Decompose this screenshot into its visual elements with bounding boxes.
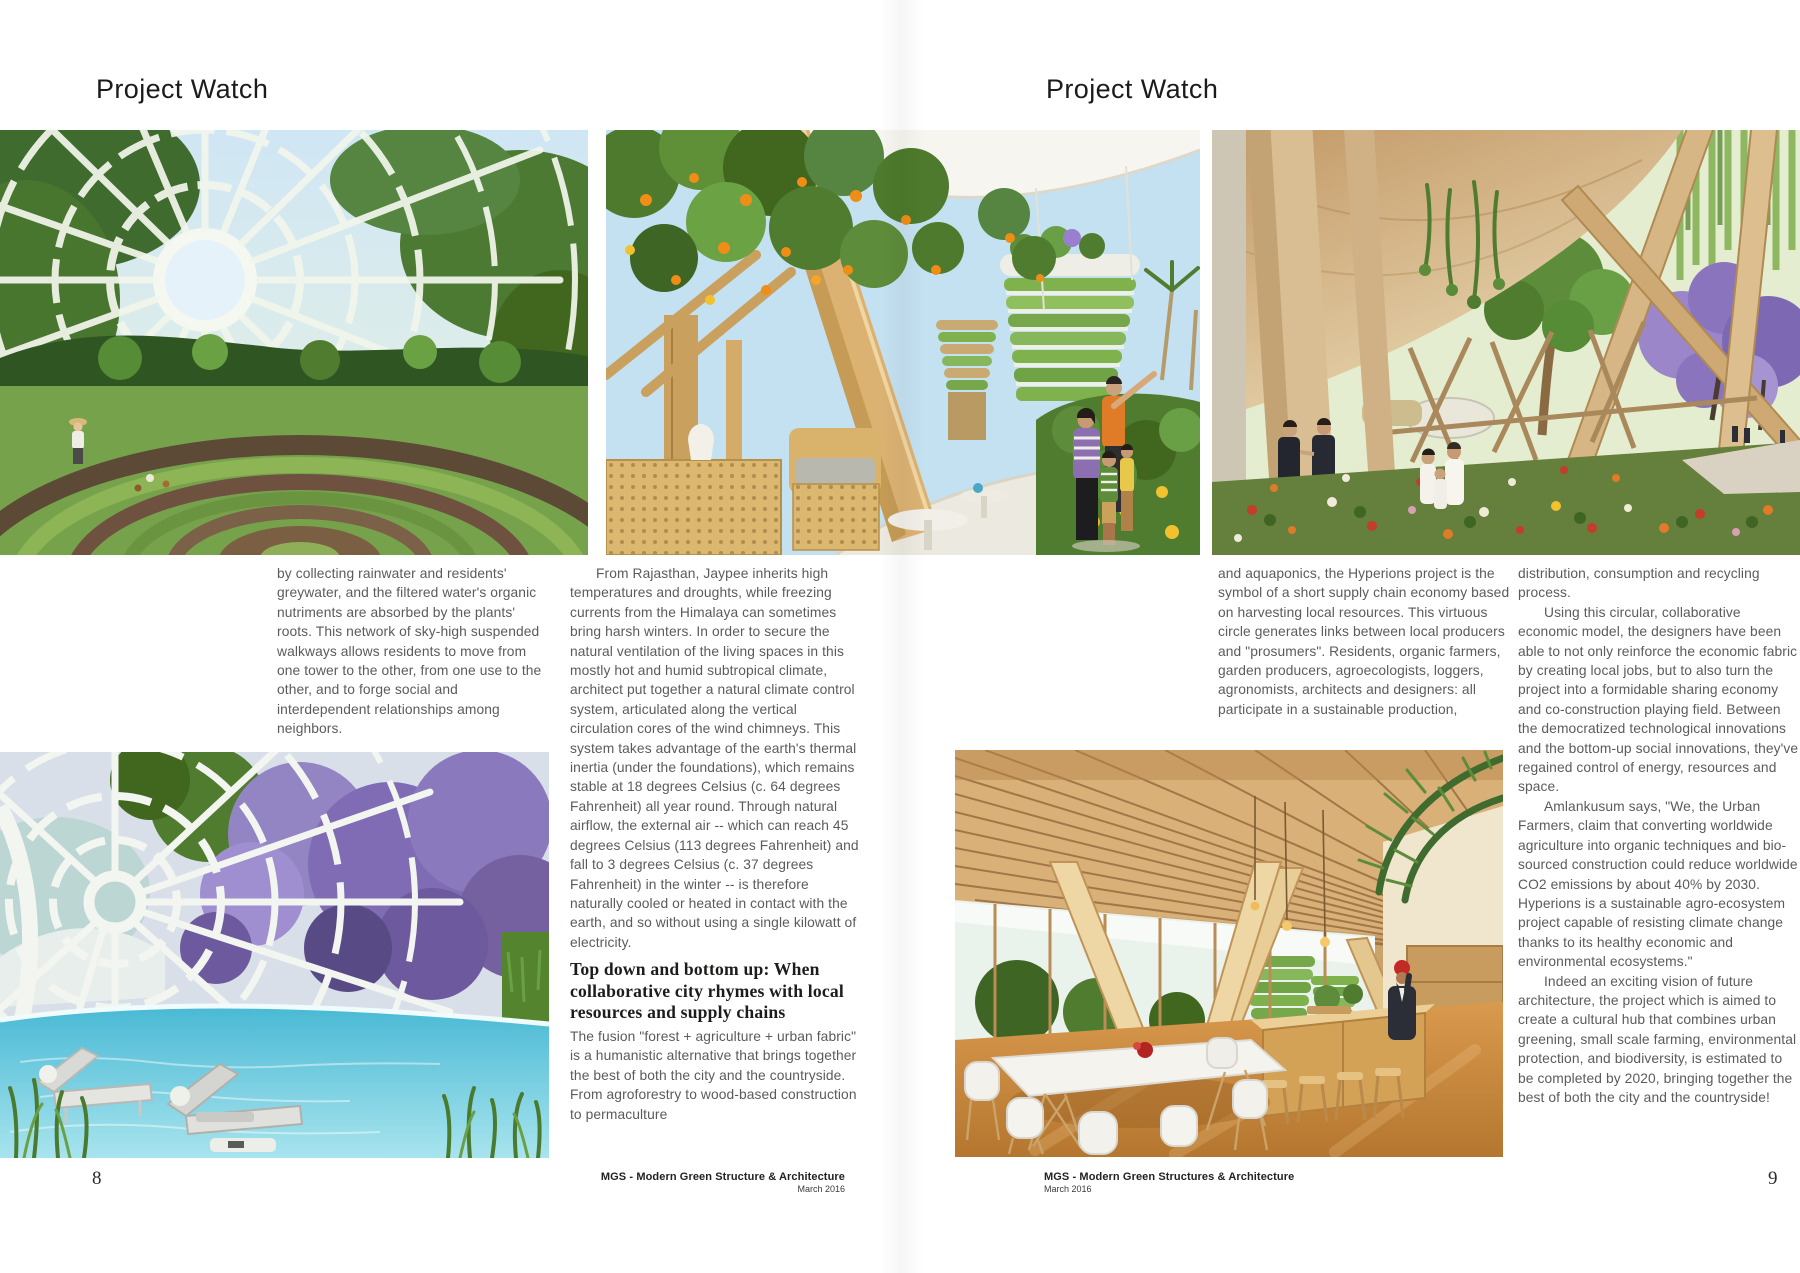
right-page-number: 9 xyxy=(1768,1168,1778,1189)
left-footer xyxy=(545,1171,845,1194)
left-footer-date: March 2016 xyxy=(797,1184,845,1194)
right-col1-paragraph: and aquaponics, the Hyperions project is the symbol of a short supply chain economy based on harvesting local resources. This virtuous circle generates links between local producers and "prosumers". Residents, organic farmers, garden producers, agroecologists, loggers, agronomists, architects and designers: all participate in a sustainable production, xyxy=(1218,566,1510,717)
left-page-number: 8 xyxy=(92,1168,102,1189)
right-footer-title: MGS - Modern Green Structures & Architecture xyxy=(1044,1171,1295,1183)
right-page-title: Project Watch xyxy=(1046,74,1219,104)
balcony-orchard-illustration xyxy=(606,130,1200,555)
wood-interior-illustration xyxy=(955,750,1503,1157)
left-col2-paragraph-2: The fusion "forest + agriculture + urban fabric" is a humanistic alternative that brings together the best of both the city and the countryside. From agroforestry to wood-based construction to permaculture xyxy=(570,1028,857,1122)
left-footer-title: MGS - Modern Green Structure & Architecture xyxy=(600,1171,845,1183)
right-col2-paragraph-2: Using this circular, collaborative economic model, the designers have been able to not only reinforce the economic fabric by creating local jobs, but to also turn the project into a formidable sharing economy and co-construction playing field. Between the democratized technological innovations and the bottom-up social innovations, they've regained control of energy, resources and space. xyxy=(1518,604,1799,795)
right-col2-paragraph-4: Indeed an exciting vision of future architecture, the project which is aimed to create a cultural hub that combines urban greening, small scale farming, environmental protection, and biodiversity, is estimated to be completed by 2020, bringing together the best of both the city and the countryside! xyxy=(1518,973,1797,1105)
photo-wood-interior xyxy=(955,750,1503,1157)
right-footer-date: March 2016 xyxy=(1044,1184,1092,1194)
right-col2-paragraph-1: distribution, consumption and recycling process. xyxy=(1518,566,1760,601)
photo-lattice-pool xyxy=(0,752,549,1158)
right-column-2 xyxy=(1518,564,1800,1107)
right-col2-paragraph-3: Amlankusum says, "We, the Urban Farmers, claim that converting worldwide agriculture into organic techniques and bio-sourced construction could reduce worldwide CO2 emissions by about 40% by 2030. Hyperions is a sustainable agro-ecosystem project capable of resisting climate change thanks to its healthy economic and environmental ecosystems." xyxy=(1518,798,1798,970)
photo-canopy-plaza xyxy=(1212,130,1800,555)
dome-garden-illustration xyxy=(0,130,588,555)
left-col1-paragraph: by collecting rainwater and residents' greywater, and the filtered water's organic nutriments are absorbed by the plants' roots. This network of sky-high suspended walkways allows residents to move from one tower to the other, from one use to the other, and to forge social and interdependent relationships among neighbors. xyxy=(277,566,542,737)
left-col2-subheading: Top down and bottom up: When collaborative city rhymes with local resources and supply chains xyxy=(570,959,844,1023)
right-column-1 xyxy=(1218,564,1510,719)
left-column-1 xyxy=(277,564,545,739)
left-page-title: Project Watch xyxy=(96,74,269,104)
lattice-pool-illustration xyxy=(0,752,549,1158)
right-footer xyxy=(1044,1171,1364,1194)
left-col2-paragraph-1: From Rajasthan, Jaypee inherits high temperatures and droughts, while freezing currents from the Himalaya can sometimes bring harsh winters. In order to secure the natural ventilation of the living spaces in this mostly hot and humid subtropical climate, architect put together a natural climate control system, articulated along the vertical circulation cores of the wind chimneys. This system takes advantage of the earth's thermal inertia (under the foundations), which remains stable at 18 degrees Celsius (c. 64 degrees Fahrenheit) all year round. Through natural airflow, the external air -- which can reach 45 degrees Celsius (113 degrees Fahrenheit) and fall to 3 degrees Celsius (c. 37 degrees Fahrenheit) in the winter -- is therefore naturally cooled or heated in contact with the earth, and so without using a single kilowatt of electricity. xyxy=(570,566,859,950)
photo-balcony-orchard xyxy=(606,130,1200,555)
canopy-plaza-illustration xyxy=(1212,130,1800,555)
left-column-2 xyxy=(570,564,860,1124)
photo-dome-garden xyxy=(0,130,588,555)
